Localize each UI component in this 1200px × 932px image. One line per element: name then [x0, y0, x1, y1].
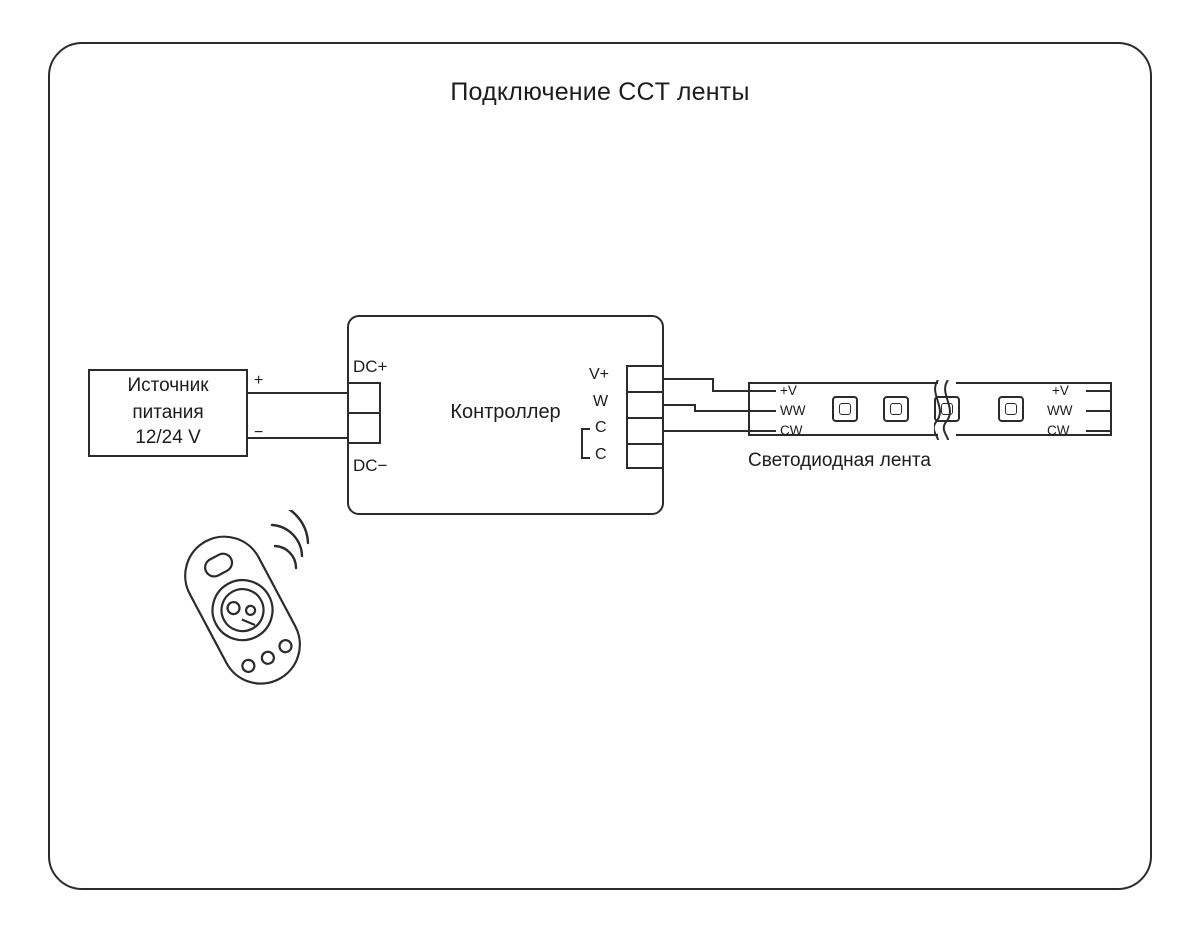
- controller-terminal-dcplus-label: DC+: [353, 357, 388, 376]
- power-supply-voltage: 12/24 V: [135, 427, 201, 448]
- controller-out-label-vplus: V+: [589, 366, 610, 383]
- strip-pad-ww: [750, 410, 776, 412]
- c-bracket-vertical: [581, 428, 583, 459]
- wire-w-seg1: [664, 404, 696, 406]
- wire-w-seg3: [694, 410, 750, 412]
- controller-out-label-c1: C: [595, 419, 607, 436]
- wire-vplus-seg3: [712, 390, 750, 392]
- controller-out-label-c2: C: [595, 446, 607, 463]
- power-supply-label-line2: питания: [132, 402, 204, 423]
- strip-pad-vplus: [750, 390, 776, 392]
- led-chip: [883, 396, 909, 422]
- wire-plus: [248, 392, 347, 394]
- controller-output-divider-3: [626, 443, 664, 445]
- led-strip-caption: Светодиодная лента: [748, 450, 931, 471]
- controller-output-divider-1: [626, 391, 664, 393]
- strip-pad-right-vplus: [1086, 390, 1112, 392]
- controller-label: Контроллер: [450, 401, 561, 423]
- psu-minus-label: −: [254, 424, 264, 441]
- strip-pad-cw: [750, 430, 776, 432]
- wire-c-seg1: [664, 430, 750, 432]
- controller-out-label-w: W: [593, 393, 609, 410]
- strip-pad-label-ww: WW: [780, 403, 806, 418]
- strip-pad-right-label-ww: WW: [1047, 403, 1073, 418]
- strip-pad-label-vplus: +V: [780, 383, 797, 398]
- strip-pad-label-cw: CW: [780, 423, 803, 438]
- c-bracket-bottom: [581, 457, 590, 459]
- controller-input-terminal-divider: [347, 412, 381, 414]
- led-chip: [998, 396, 1024, 422]
- led-chip: [832, 396, 858, 422]
- power-supply-label-line1: Источник: [127, 375, 209, 396]
- strip-pad-right-label-vplus: +V: [1052, 383, 1069, 398]
- led-chip: [934, 396, 960, 422]
- wire-vplus-seg1: [664, 378, 714, 380]
- rf-remote-control: [130, 510, 370, 690]
- strip-pad-right-cw: [1086, 430, 1112, 432]
- page-title: Подключение CCT ленты: [450, 78, 750, 106]
- c-bracket-top: [581, 428, 590, 430]
- strip-pad-right-ww: [1086, 410, 1112, 412]
- strip-pad-right-label-cw: CW: [1047, 423, 1070, 438]
- controller-terminal-dcminus-label: DC−: [353, 456, 388, 475]
- psu-plus-label: +: [254, 372, 264, 389]
- controller-output-divider-2: [626, 417, 664, 419]
